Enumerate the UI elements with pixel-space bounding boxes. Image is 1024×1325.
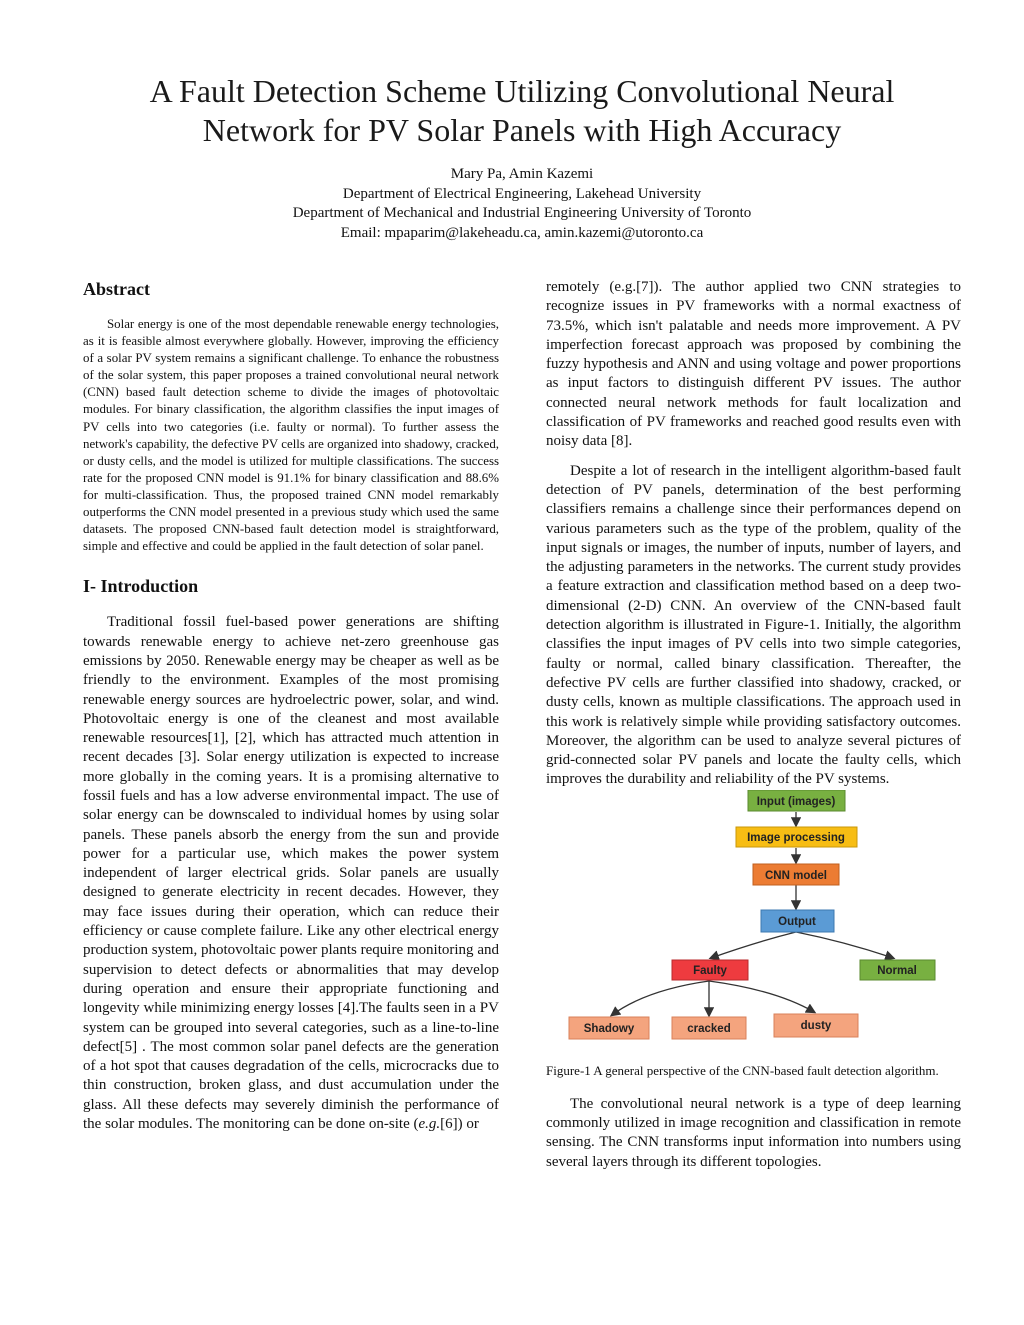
left-column bbox=[83, 278, 499, 1134]
figure-caption: Figure-1 A general perspective of the CNN-based fault detection algorithm. bbox=[546, 1062, 939, 1078]
abstract-heading: Abstract bbox=[83, 279, 150, 299]
introduction-heading: I- Introduction bbox=[83, 576, 199, 597]
intro-paragraph-1 bbox=[83, 613, 499, 1134]
output-label: Output bbox=[778, 915, 816, 928]
author-block bbox=[60, 165, 984, 243]
intro-p1-end: [6]) or bbox=[440, 1116, 479, 1133]
dusty-label: dusty bbox=[800, 1019, 832, 1032]
title-line-2: Network for PV Solar Panels with High Accuracy bbox=[202, 112, 842, 148]
intro-paragraph-4: The convolutional neural network is a type of deep learning commonly utilized in image recognition and classification in remote sensing. The CNN transforms input information into numbers using several layers through its different topologies. bbox=[546, 1095, 961, 1170]
cnn-model-label: CNN model bbox=[765, 869, 827, 882]
affiliation-1: Department of Electrical Engineering, Lakehead University bbox=[342, 185, 702, 202]
paper-title bbox=[60, 72, 984, 150]
normal-label: Normal bbox=[877, 964, 917, 977]
image-processing-label: Image processing bbox=[747, 831, 845, 844]
faulty-label: Faulty bbox=[693, 964, 727, 977]
affiliation-2: Department of Mechanical and Industrial Engineering University of Toronto bbox=[292, 205, 752, 221]
intro-p1-eg: e.g. bbox=[418, 1116, 441, 1133]
shadowy-label: Shadowy bbox=[583, 1022, 635, 1035]
input-node-label: Input (images) bbox=[756, 795, 836, 808]
cracked-label: cracked bbox=[687, 1022, 731, 1035]
author-email: Email: mpaparim@lakeheadu.ca, amin.kazemi@utoronto.ca bbox=[340, 224, 704, 241]
author-names: Mary Pa, Amin Kazemi bbox=[450, 166, 594, 182]
fault-detection-flowchart bbox=[546, 790, 961, 1052]
abstract-text: Solar energy is one of the most dependable renewable energy technologies, as it is feasible almost everywhere globally. However, improving the efficiency of a solar PV system remains a significant challenge. To enhance the robustness of the solar system, this paper proposes a trained convolutional neural network (CNN) based fault detection scheme to divide the images of photovoltaic modules. For binary classification, the algorithm classifies the input images of PV cells into two categories (i.e. faulty or normal). To further assess the network's capability, the defective PV cells are organized into shadowy, cracked, or dusty cells, and the model is utilized for multiple classifications. The success rate for the proposed CNN model is 91.1% for binary classification and 88.6% for multi-classification. Thus, the proposed trained CNN model remarkably outperforms the CNN model presented in a previous study which used the same datasets. The proposed CNN-based fault detection model is straightforward, simple and effective and could be applied in the fault detection of solar panel. bbox=[83, 317, 499, 554]
intro-p1-text: Traditional fossil fuel-based power generations are shifting towards renewable energy to achieve net-zero greenhouse gas emissions by 2050. Renewable energy may be cheaper as well as be friendly to the environment. Examples of the most promising renewable energy sources are hydroelectric power, solar, and wind. Photovoltaic energy is one of the cleanest and most available renewable resources[1], [2], which has attracted much attention in recent decades [3]. Solar energy utilization is expected to increase more globally in the coming years. It is a promising alternative to fossil fuels and has a low adverse environmental impact. The use of solar energy can be downscaled to individual homes by using solar panels. These panels absorb the energy from the sun and provide power for a particular use, which makes the power system independent of larger electrical grids. Solar panels are usually designed to generate electricity in recent decades. However, they may face issues during their operation, which can reduce their efficiency or cause complete failure. Like any other electrical energy production system, photovoltaic power plants require monitoring and supervision to detect defects or abnormalities that may develop during operation and ensure their appropriate functioning and longevity while minimizing energy losses [4].The faults seen in a PV system can be grouped into several categories, such as a line-to-line defect[5] . The most common solar panel defects are the generation of a hot spot that causes degradation of the cells, microcracks due to thin construction, broken glass, and dust accumulation under the glass. All these defects may severely diminish the performance of the solar modules. The monitoring can be done on-site ( bbox=[83, 614, 499, 1133]
right-column bbox=[546, 278, 961, 1172]
title-line-1: A Fault Detection Scheme Utilizing Convolutional Neural bbox=[149, 73, 895, 109]
intro-paragraph-3: Despite a lot of research in the intelligent algorithm-based fault detection of PV panels, determination of the best performing classifiers remains a challenge since their performances depend on various parameters such as the type of the problem, quality of the input signals or images, the number of inputs, number of layers, and the adjusting parameters in the networks. The current study provides a feature extraction and classification method based on a deep two- dimensional (2-D) CNN. An overview of the CNN-based fault detection algorithm is illustrated in Figure-1. Initially, the algorithm classifies the input images of PV cells into two simple categories, faulty or normal, called binary classification. Thereafter, the defective PV cells are further classified into shadowy, cracked, or dusty cells, known as multiple classifications. The approach used in this work is relatively simple while providing satisfactory outcomes. Moreover, the algorithm can be used to analyze several pictures of grid-connected solar PV panels and locate the faulty cells, which improves the durability and reliability of the PV systems. bbox=[546, 462, 961, 788]
intro-paragraph-2: remotely (e.g.[7]). The author applied two CNN strategies to recognize issues in PV frameworks with a normal exactness of 73.5%, which isn't palatable and needs more improvement. A PV imperfection forecast approach was proposed by combining the fuzzy hypothesis and ANN and using voltage and power proportions as input factors to distinguish different PV issues. The author connected neural network methods for fault localization and classification of PV frameworks and reached good results even with noisy data [8]. bbox=[546, 279, 961, 450]
